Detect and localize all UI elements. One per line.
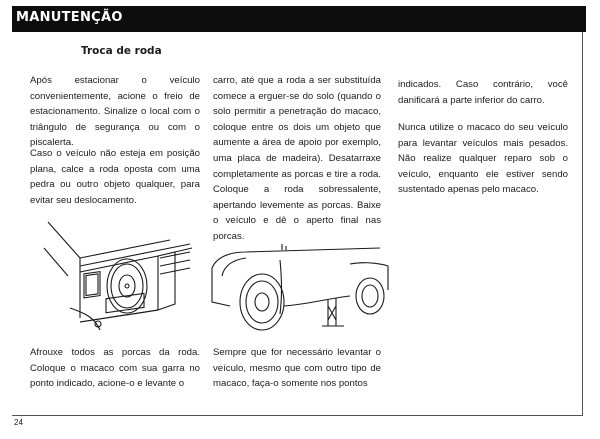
left-paragraph-2: Caso o veículo não esteja em posição plana, calce a roda oposta com uma pedra ou outro objeto qualquer, para evitar seu deslocamento. bbox=[30, 148, 200, 206]
left-paragraph-3: Afrouxe todos as porcas da roda. Coloque o macaco com sua garra no ponto indicado, acione-o e levante o bbox=[30, 347, 200, 390]
right-paragraph-2: Nunca utilize o macaco do seu veículo para levantar veículos mais pesados. Não realize qualquer reparo sob o veículo, enquanto ele estiver sendo sustentado apenas pelo macaco. bbox=[398, 122, 568, 196]
header-title: MANUTENÇÃO bbox=[16, 10, 123, 25]
car-on-jack-icon bbox=[210, 240, 392, 340]
header-bar bbox=[12, 6, 586, 32]
right-paragraph-1: indicados. Caso contrário, você danificará a parte inferior do carro. bbox=[398, 79, 568, 106]
left-paragraph-1: Após estacionar o veículo convenientemente, acione o freio de estacionamento. Sinalize o local com o triângulo de segurança ou com o piscalerta. bbox=[30, 75, 200, 149]
section-title: Troca de roda bbox=[81, 45, 162, 57]
page-number: 24 bbox=[14, 418, 23, 427]
spare-wheel-rear-icon bbox=[40, 218, 200, 334]
middle-paragraph-2: Sempre que for necessário levantar o veículo, mesmo que com outro tipo de macaco, faça-o somente nos pontos bbox=[213, 347, 381, 390]
middle-paragraph-1: carro, até que a roda a ser substituída comece a erguer-se do solo (quando o solo permitir a penetração do macaco, coloque entre os dois um objeto que aumente a área de apoio por exemplo, uma placa de madeira). Desatarraxe completamente as porcas e tire a roda. Coloque a roda sobressalente, apertando levemente as porcas. Baixe o veículo e dê o aperto final nas porcas. bbox=[213, 75, 381, 242]
